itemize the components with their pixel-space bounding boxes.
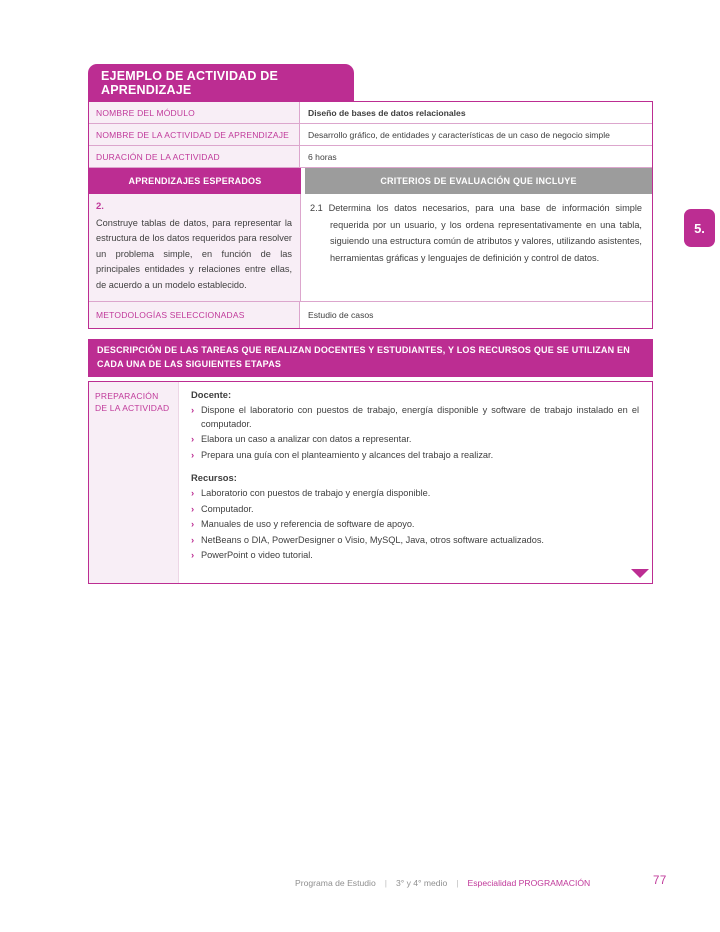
evaluation-criteria-cell [301, 194, 652, 301]
activity-name-label: NOMBRE DE LA ACTIVIDAD DE APRENDIZAJE [89, 124, 300, 145]
list-item [191, 404, 639, 431]
table-row [89, 146, 652, 168]
methodology-label: METODOLOGÍAS SELECCIONADAS [89, 302, 300, 328]
bullet-icon: › [191, 449, 195, 461]
table-row [89, 124, 652, 146]
activity-preparation-section [88, 381, 653, 584]
preparation-content [179, 382, 652, 583]
objective-text: Construye tablas de datos, para representar la estructura de los datos requeridos para resolver un problema simple, en función de las principales entidades y relaciones entre ellas, de acuerdo a un modelo establecido. [96, 217, 292, 290]
list-item-text: PowerPoint o video tutorial. [201, 550, 313, 560]
duration-value: 6 horas [308, 151, 337, 162]
bullet-icon: › [191, 488, 195, 499]
activity-name-value: Desarrollo gráfico, de entidades y características de un caso de negocio simple [308, 129, 610, 140]
duration-label: DURACIÓN DE LA ACTIVIDAD [89, 146, 300, 167]
list-item [191, 503, 639, 517]
footer-separator: | [384, 878, 387, 888]
criterion-text: Determina los datos necesarios, para una base de información simple requerida por un usuario, y los ordena representativamente en una tabla, siguiendo una estructura común de atributos y valores, utilizando asistentes, herramientas gráficas y lenguajes de definición y control de datos. [328, 203, 642, 263]
list-item-text: Manuales de uso y referencia de software de apoyo. [201, 519, 415, 529]
evaluation-criteria-header: CRITERIOS DE EVALUACIÓN QUE INCLUYE [305, 168, 652, 194]
list-item [191, 449, 639, 463]
bullet-icon: › [191, 550, 195, 561]
table-row [89, 102, 652, 124]
objective-number: 2. [96, 201, 104, 212]
list-item-text: Laboratorio con puestos de trabajo y energía disponible. [201, 488, 431, 498]
bullet-icon: › [191, 534, 195, 546]
docente-list [191, 404, 639, 462]
bullet-icon: › [191, 434, 195, 445]
page-footer [295, 878, 590, 888]
footer-specialty: Especialidad PROGRAMACIÓN [467, 878, 591, 888]
bullet-icon: › [191, 405, 195, 416]
methodology-value: Estudio de casos [308, 310, 374, 320]
chapter-tab: 5. [684, 209, 715, 247]
module-name-label: NOMBRE DEL MÓDULO [89, 102, 300, 123]
footer-grade: 3° y 4° medio [395, 878, 448, 888]
recursos-heading: Recursos: [191, 472, 237, 483]
list-item [191, 534, 639, 548]
table-row [89, 194, 652, 302]
preparation-label: PREPARACIÓN DE LA ACTIVIDAD [89, 382, 179, 583]
expected-learning-cell [89, 194, 301, 301]
list-item [191, 433, 639, 447]
recursos-list [191, 487, 639, 563]
module-name-value: Diseño de bases de datos relacionales [308, 107, 466, 118]
list-item-text: Prepara una guía con el planteamiento y alcances del trabajo a realizar. [201, 449, 494, 460]
tasks-description-banner: DESCRIPCIÓN DE LAS TAREAS QUE REALIZAN DOCENTES Y ESTUDIANTES, Y LOS RECURSOS QUE SE UTILIZAN EN CADA UNA DE LAS SIGUIENTES ETAPAS [88, 339, 653, 377]
continuation-triangle-icon [631, 569, 649, 578]
bullet-icon: › [191, 503, 195, 515]
table-header-row [89, 168, 652, 194]
list-item-text: Elabora un caso a analizar con datos a representar. [201, 434, 412, 444]
criterion-number: 2.1 [310, 203, 323, 213]
list-item [191, 518, 639, 532]
expected-learning-header: APRENDIZAJES ESPERADOS [89, 168, 301, 194]
activity-table [88, 101, 653, 329]
list-item-text: NetBeans o DIA, PowerDesigner o Visio, MySQL, Java, otros software actualizados. [201, 534, 544, 545]
page-number: 77 [653, 875, 667, 887]
list-item [191, 549, 639, 563]
footer-program: Programa de Estudio [295, 878, 376, 888]
footer-separator: | [456, 878, 459, 888]
list-item-text: Dispone el laboratorio con puestos de trabajo, energía disponible y software de trabajo instalado en el computador. [201, 405, 639, 429]
bullet-icon: › [191, 519, 195, 530]
list-item-text: Computador. [201, 503, 254, 514]
list-item [191, 487, 639, 501]
table-row [89, 302, 652, 328]
page-title: EJEMPLO DE ACTIVIDAD DE APRENDIZAJE [88, 64, 354, 102]
docente-heading: Docente: [191, 389, 232, 400]
